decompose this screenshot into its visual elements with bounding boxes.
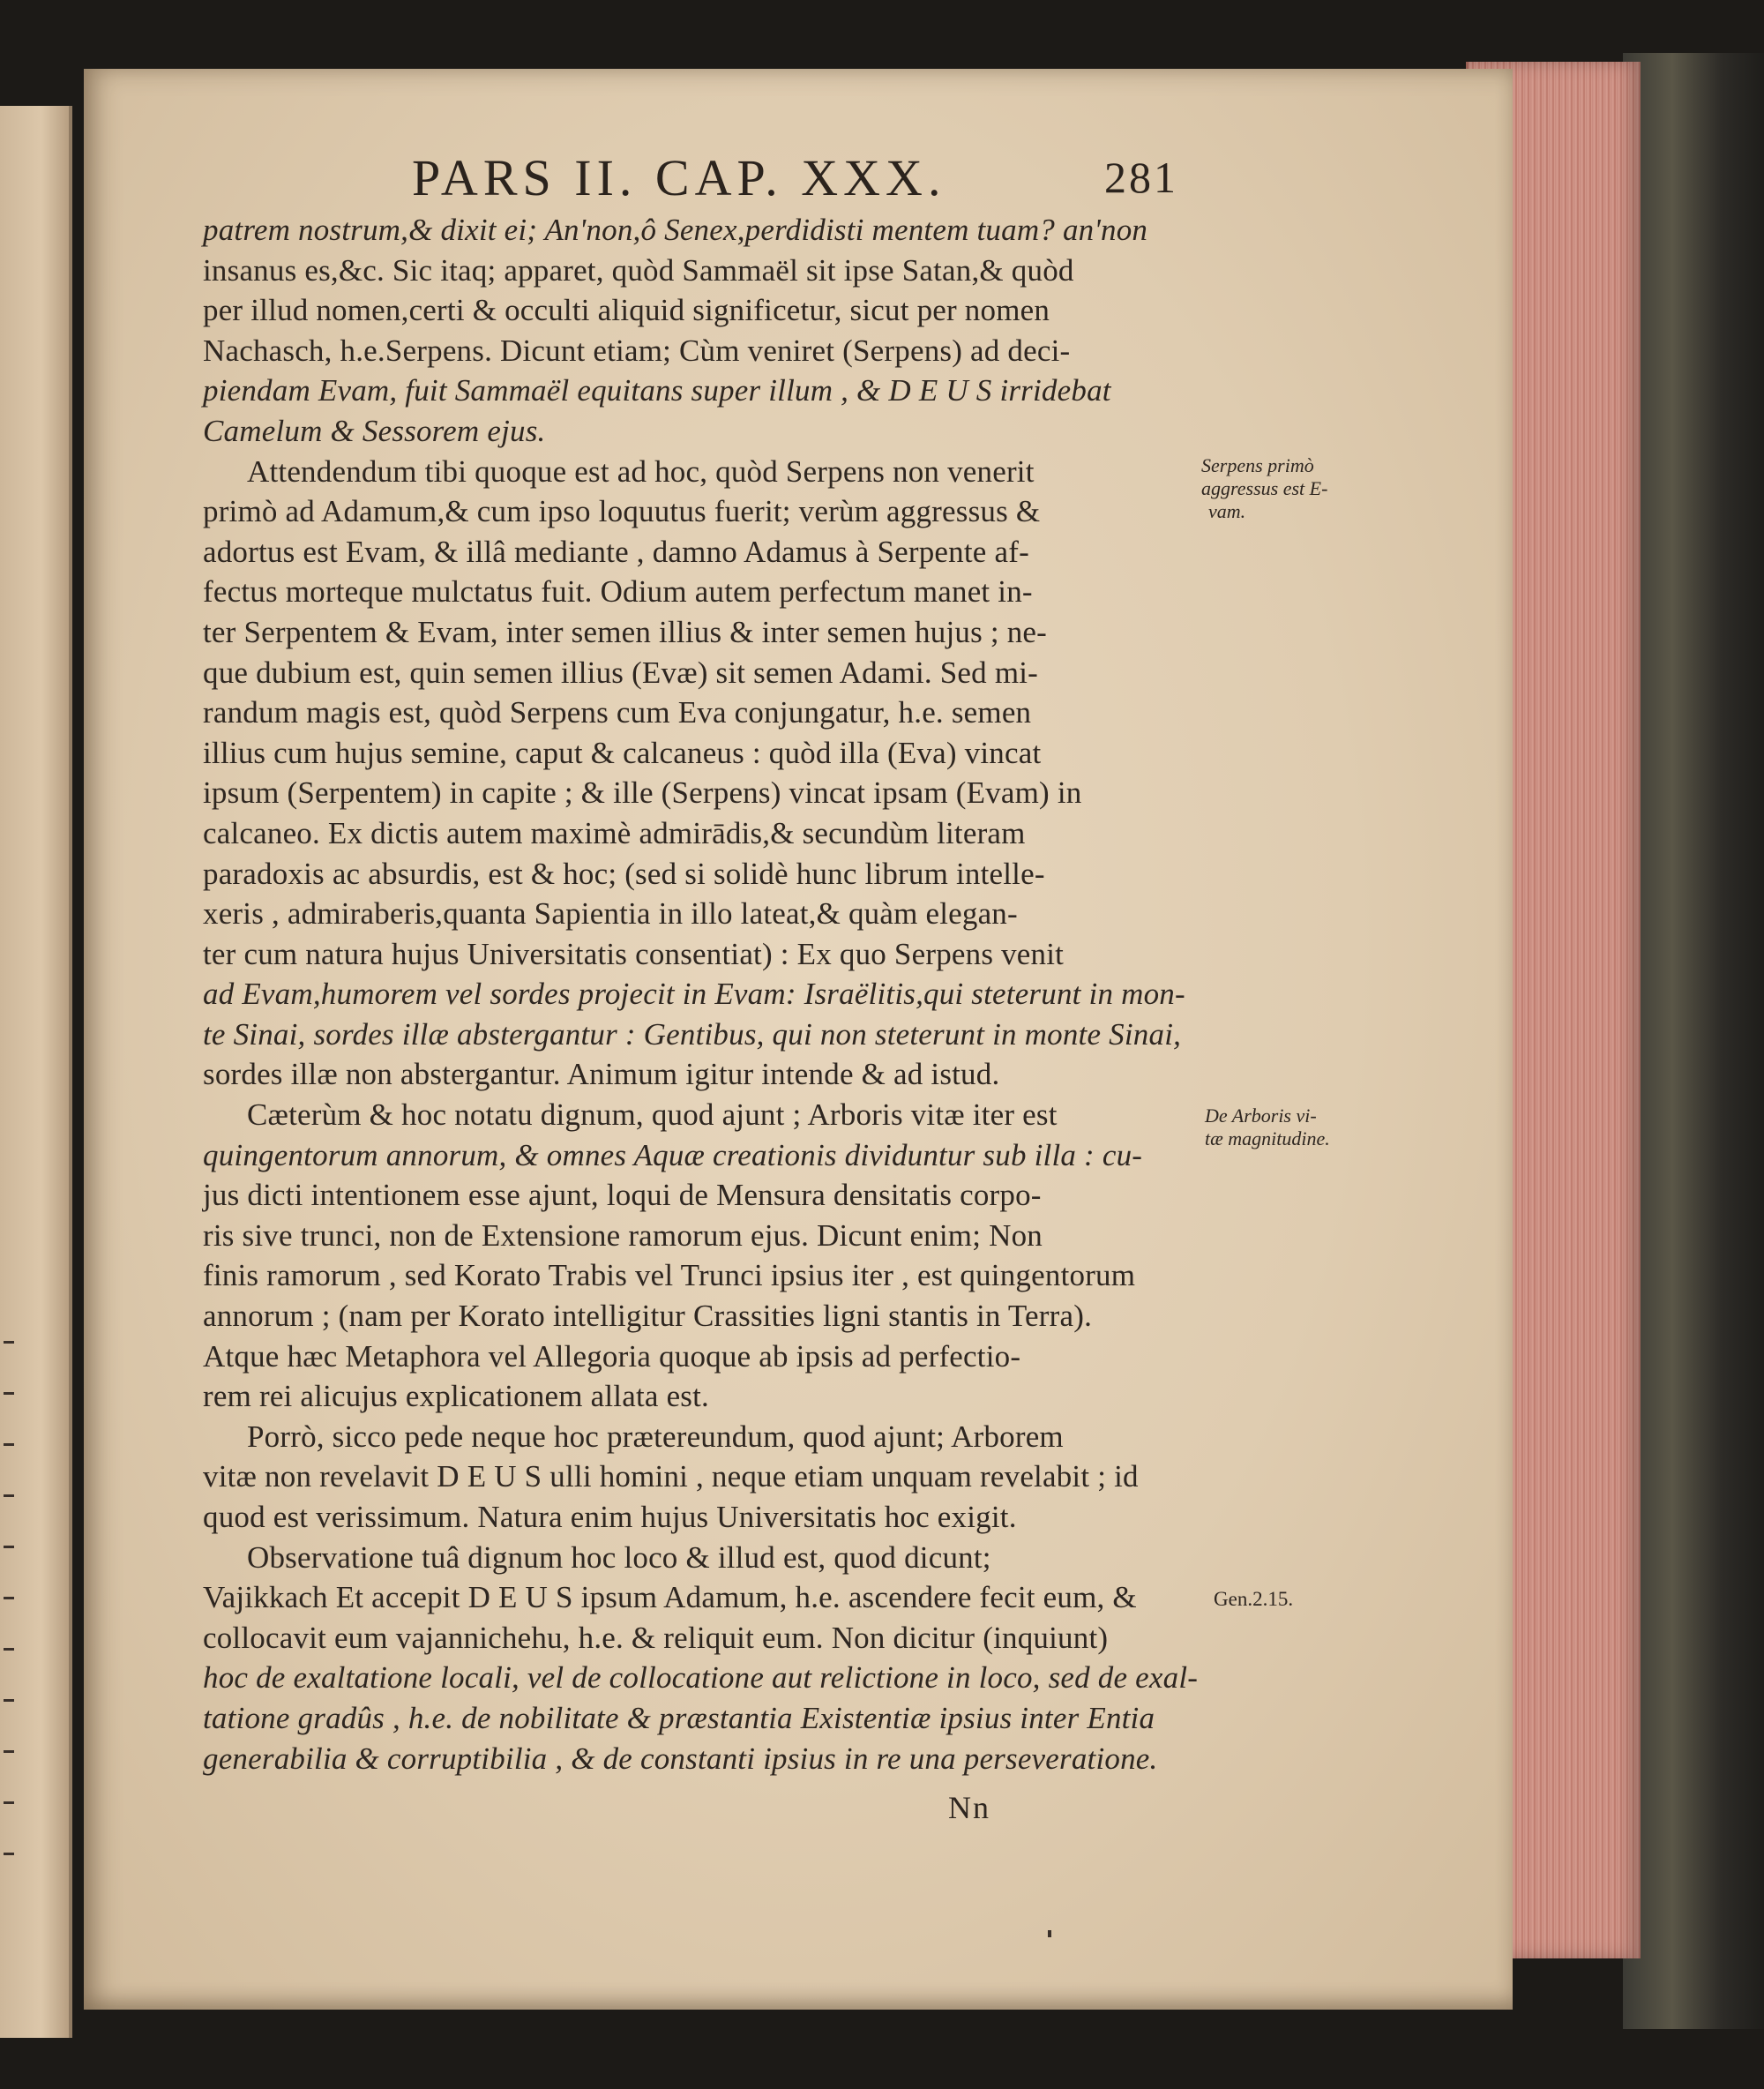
catchword: Nn — [948, 1790, 990, 1825]
margin-note-arboris — [1205, 1104, 1330, 1150]
text-line: que dubium est, quin semen illius (Evæ) sit semen Adami. Sed mi- — [203, 655, 1039, 690]
margin-note-line: tæ magnitudine. — [1205, 1127, 1330, 1149]
main-text-block — [203, 210, 1199, 1778]
text-line: patrem nostrum,& dixit ei; An'non,ô Senex,perdidisti mentem tuam? an'non — [203, 213, 1148, 247]
text-line: generabilia & corruptibilia , & de constanti ipsius in re una perseveratione. — [203, 1741, 1158, 1776]
text-line: quod est verissimum. Natura enim hujus Universitatis hoc exigit. — [203, 1500, 1017, 1534]
margin-note-line: Gen.2.15. — [1214, 1588, 1294, 1610]
text-line: annorum ; (nam per Korato intelligitur Crassities ligni stantis in Terra). — [203, 1299, 1093, 1334]
facing-page-marks — [0, 1341, 26, 1958]
text-line: Camelum & Sessorem ejus. — [203, 413, 546, 448]
text-line: ter cum natura hujus Universitatis consentiat) : Ex quo Serpens venit — [203, 936, 1065, 971]
margin-note-line: De Arboris vi- — [1205, 1104, 1317, 1127]
text-line: Atque hæc Metaphora vel Allegoria quoque ab ipsis ad perfectio- — [203, 1338, 1021, 1374]
text-line: vitæ non revelavit D E U S ulli homini , neque etiam unquam revelabit ; id — [203, 1459, 1139, 1494]
text-line: ad Evam,humorem vel sordes projecit in Evam: Israëlitis,qui steterunt in mon- — [203, 977, 1185, 1012]
text-line: calcaneo. Ex dictis autem maximè admirādis,& secundùm literam — [203, 815, 1026, 850]
text-line: ris sive trunci, non de Extensione ramorum ejus. Dicunt enim; Non — [203, 1217, 1043, 1253]
margin-note-line: vam. — [1208, 500, 1246, 522]
facing-page-edge — [0, 106, 72, 2038]
page-header — [328, 148, 1210, 210]
text-line: per illud nomen,certi & occulti aliquid significetur, sicut per nomen — [203, 293, 1050, 328]
text-line: piendam Evam, fuit Sammaël equitans super illum , & D E U S irridebat — [203, 373, 1111, 408]
running-head: PARS II. CAP. XXX. — [412, 149, 946, 206]
text-line: sordes illæ non abstergantur. Animum igitur intende & ad istud. — [203, 1057, 1000, 1092]
text-line: randum magis est, quòd Serpens cum Eva conjungatur, h.e. semen — [203, 695, 1032, 730]
text-line: te Sinai, sordes illæ abstergantur : Gentibus, qui non steterunt in monte Sinai, — [203, 1016, 1182, 1052]
page-number: 281 — [1104, 153, 1178, 202]
text-line: jus dicti intentionem esse ajunt, loqui de Mensura densitatis corpo- — [203, 1178, 1042, 1213]
text-line: ipsum (Serpentem) in capite ; & ille (Serpens) vincat ipsam (Evam) in — [203, 775, 1082, 811]
text-line: Cæterùm & hoc notatu dignum, quod ajunt ; Arboris vitæ iter est — [247, 1097, 1058, 1133]
margin-note-line: Serpens primò — [1201, 454, 1314, 476]
text-line: insanus es,&c. Sic itaq; apparet, quòd Sammaël sit ipse Satan,& quòd — [203, 252, 1074, 288]
text-line: tatione gradûs , h.e. de nobilitate & præstantia Existentiæ ipsius inter Entia — [203, 1700, 1155, 1735]
text-line: Vajikkach Et accepit D E U S ipsum Adamum, h.e. ascendere fecit eum, & — [203, 1580, 1137, 1615]
text-line: finis ramorum , sed Korato Trabis vel Trunci ipsius iter , est quingentorum — [203, 1258, 1136, 1293]
text-line: hoc de exaltatione locali, vel de collocatione aut relictione in loco, sed de exal- — [203, 1660, 1199, 1696]
text-line: adortus est Evam, & illâ mediante , damno Adamus à Serpente af- — [203, 534, 1029, 569]
text-line: Porrò, sicco pede neque hoc prætereundum, quod ajunt; Arborem — [247, 1419, 1064, 1454]
text-line: paradoxis ac absurdis, est & hoc; (sed si solidè hunc librum intelle- — [203, 856, 1045, 891]
text-line: illius cum hujus semine, caput & calcaneus : quòd illa (Eva) vincat — [203, 735, 1042, 770]
text-line: xeris , admiraberis,quanta Sapientia in illo lateat,& quàm elegan- — [203, 896, 1018, 932]
page-speck — [1048, 1930, 1051, 1937]
margin-note-genesis — [1214, 1588, 1293, 1611]
text-line: ter Serpentem & Evam, inter semen illius & inter semen hujus ; ne- — [203, 614, 1048, 649]
text-line: rem rei alicujus explicationem allata est. — [203, 1379, 710, 1414]
text-line: collocavit eum vajannichehu, h.e. & reliquit eum. Non dicitur (inquiunt) — [203, 1620, 1109, 1655]
text-line: primò ad Adamum,& cum ipso loquutus fuerit; verùm aggressus & — [203, 494, 1041, 529]
margin-note-serpens — [1201, 454, 1327, 523]
text-line: Observatione tuâ dignum hoc loco & illud est, quod dicunt; — [247, 1539, 991, 1575]
text-line: Attendendum tibi quoque est ad hoc, quòd Serpens non venerit — [247, 453, 1035, 489]
margin-note-line: aggressus est E- — [1201, 477, 1328, 499]
text-line: quingentorum annorum, & omnes Aquæ creationis dividuntur sub illa : cu- — [203, 1137, 1143, 1172]
text-line: Nachasch, h.e.Serpens. Dicunt etiam; Cùm veniret (Serpens) ad deci- — [203, 333, 1071, 368]
book-cover-right — [1623, 53, 1764, 2029]
text-line: fectus morteque mulctatus fuit. Odium autem perfectum manet in- — [203, 574, 1033, 610]
